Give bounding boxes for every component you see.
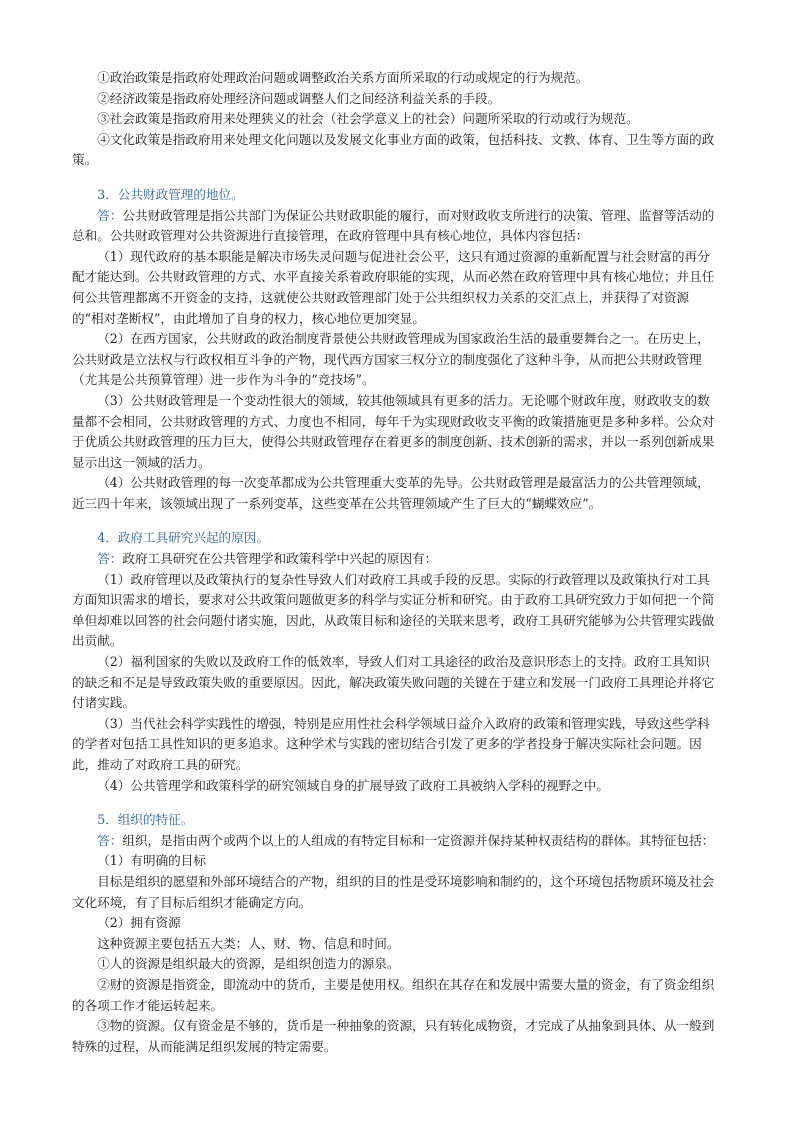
answer-text: 政府工具研究在公共管理学和政策科学中兴起的原因有：: [122, 551, 438, 567]
section-heading: 3．公共财政管理的地位。: [97, 186, 244, 202]
subsection-title: （1）有明确的目标: [97, 853, 206, 869]
paragraph: （4）公共管理学和政策科学的研究领域自身的扩展导致了政府工具被纳入学科的视野之中。: [97, 777, 609, 793]
list-item: ③物的资源。仅有资金是不够的，货币是一种抽象的资源，只有转化成物资，才完成了从抽象到具体、从一般到特殊的过程，从而能满足组织发展的特定需要。: [72, 1018, 715, 1054]
paragraph: （4）公共财政管理的每一次变革都成为公共管理重大变革的先导。公共财政管理是最富活力的公共管理领域，近三四十年来，该领域出现了一系列变革，这些变革在公共管理领域产生了巨大的“蝴蝶效应”。: [72, 475, 710, 511]
answer-paragraph: [72, 549, 720, 570]
section-public-finance: [72, 185, 720, 515]
paragraph: （1）现代政府的基本职能是解决市场失灵问题与促进社会公平，这只有通过资源的重新配置与社会财富的再分配才能达到。公共财政管理的方式、水平直接关系着政府职能的实现，从而必然在政府管理中具有核心地位；并且任何公共管理都离不开资金的支持，这就使公共财政管理部门处于公共组织权力关系的交汇点上，并获得了对资源的“相对垄断权”，由此增加了自身的权力，核心地位更加突显。: [72, 248, 715, 326]
subsection-title: （2）拥有资源: [97, 915, 181, 931]
policy-types-list: [72, 68, 720, 171]
section-organization-features: [72, 810, 720, 1057]
paragraph: 这种资源主要包括五大类：人、财、物、信息和时间。: [97, 935, 400, 951]
paragraph: 目标是组织的愿望和外部环境结合的产物，组织的目的性是受环境影响和制约的，这个环境包括物质环境及社会文化环境，有了目标后组织才能确定方向。: [72, 873, 715, 910]
answer-label: 答：: [97, 551, 123, 567]
list-item: ①人的资源是组织最大的资源，是组织创造力的源泉。: [97, 956, 400, 972]
section-heading: 4．政府工具研究兴起的原因。: [97, 530, 269, 546]
list-item: ①政治政策是指政府处理政治问题或调整政治关系方面所采取的行动或规定的行为规范。: [97, 70, 589, 85]
paragraph: （2）福利国家的失败以及政府工作的低效率，导致人们对工具途径的政治及意识形态上的支持。政府工具知识的缺乏和不足是导致政策失败的重要原因。因此，解决政策失败问题的关键在于建立和发展一门政府工具理论并将它付诸实践。: [72, 654, 715, 711]
list-item: ④文化政策是指政府用来处理文化问题以及发展文化事业方面的政策，包括科技、文教、体育、卫生等方面的政策。: [72, 131, 715, 168]
answer-paragraph: [72, 831, 720, 852]
answer-label: 答：: [97, 207, 123, 223]
answer-text: 组织，是指由两个或两个以上的人组成的有特定目标和一定资源并保持某种权责结构的群体。其特征包括：: [122, 832, 715, 848]
list-item: ③社会政策是指政府用来处理狭义的社会（社会学意义上的社会）问题所采取的行动或行为规范。: [97, 111, 639, 127]
list-item: ②经济政策是指政府处理经济问题或调整人们之间经济利益关系的手段。: [97, 90, 501, 106]
section-heading: 5．组织的特征。: [97, 812, 194, 828]
paragraph: （2）在西方国家，公共财政的政治制度背景使公共财政管理成为国家政治生活的最重要舞台之一。在历史上，公共财政是立法权与行政权相互斗争的产物，现代西方国家三权分立的制度强化了这种斗争，从而把公共财政管理（尤其是公共预算管理）进一步作为斗争的“竞技场”。: [72, 331, 710, 388]
answer-label: 答：: [97, 832, 123, 848]
list-item: ②财的资源是指资金，即流动中的货币，主要是使用权。组织在其存在和发展中需要大量的资金，有了资金组织的各项工作才能运转起来。: [72, 976, 715, 1013]
paragraph: （3）公共财政管理是一个变动性很大的领域，较其他领域具有更多的活力。无论哪个财政年度，财政收支的数量都不会相同，公共财政管理的方式、力度也不相同，每年千为实现财政收支平衡的政策措施更是多种多样。公众对于优质公共财政管理的压力巨大，使得公共财政管理存在着更多的制度创新、技术创新的需求，并以一系列创新成果显示出这一领域的活力。: [72, 392, 715, 470]
answer-paragraph: [72, 206, 720, 247]
section-government-tools: [72, 528, 720, 796]
paragraph: （1）政府管理以及政策执行的复杂性导致人们对政府工具或手段的反思。实际的行政管理以及政策执行对工具方面知识需求的增长，要求对公共政策问题做更多的科学与实证分析和研究。由于政府工具研究致力于如何把一个简单但却难以回答的社会问题付诸实施，因此，从政策目标和途径的关联来思考，政府工具研究能够为公共管理实践做出贡献。: [72, 571, 715, 649]
paragraph: （3）当代社会科学实践性的增强，特别是应用性社会科学领域日益介入政府的政策和管理实践，导致这些学科的学者对包括工具性知识的更多追求。这种学术与实践的密切结合引发了更多的学者投身于解决实际社会问题。因此，推动了对政府工具的研究。: [72, 715, 710, 772]
answer-text: 公共财政管理是指公共部门为保证公共财政职能的履行，而对财政收支所进行的决策、管理、监督等活动的总和。公共财政管理对公共资源进行直接管理，在政府管理中具有核心地位，具体内容包括：: [72, 207, 715, 244]
